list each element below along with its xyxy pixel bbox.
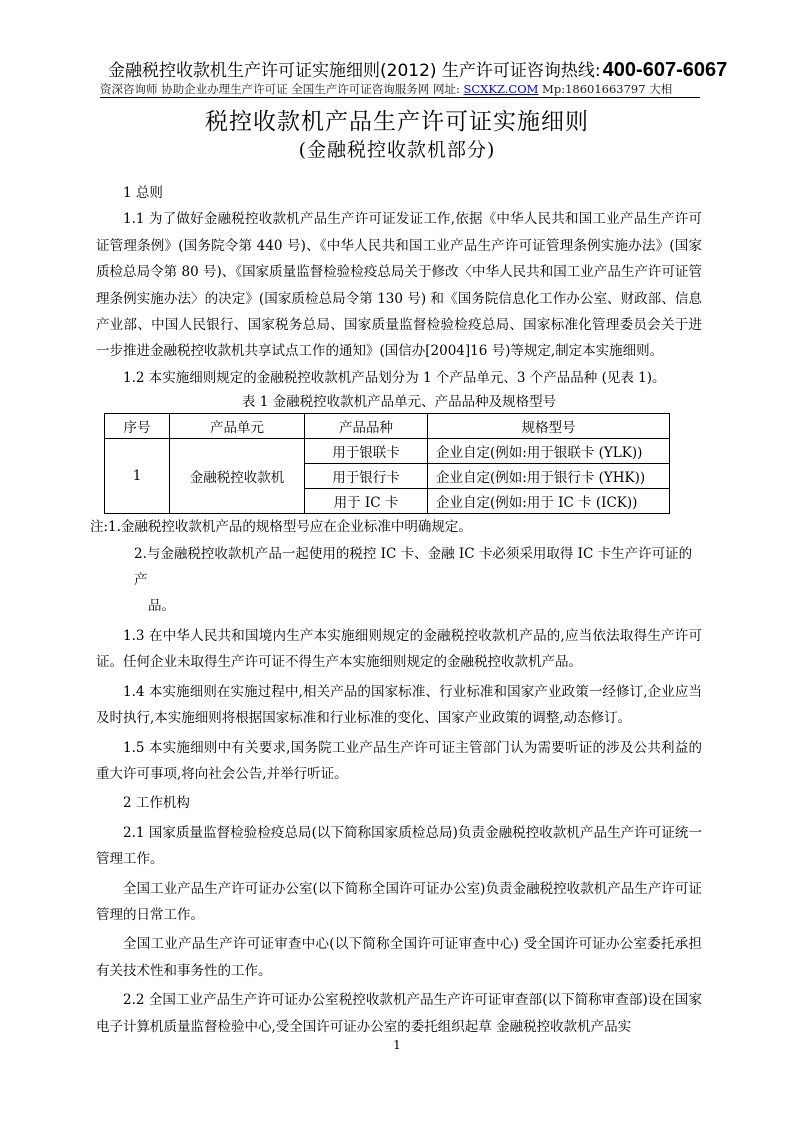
header-hotline-line	[108, 56, 728, 82]
cell-variety: 用于银行卡	[305, 464, 428, 489]
document-subtitle: (金融税控收款机部分)	[298, 139, 496, 161]
cell-model: 企业自定(例如:用于银联卡 (YLK))	[428, 439, 670, 464]
paragraph-1-3: 1.3 在中华人民共和国境内生产本实施细则规定的金融税控收款机产品的,应当依法取得生产许可证。任何企业未取得生产许可证不得生产本实施细则规定的金融税控收款机产品。	[96, 627, 702, 671]
cell-index: 1	[105, 439, 170, 514]
paragraph-1-1: 1.1 为了做好金融税控收款机产品生产许可证发证工作,依据《中华人民共和国工业产品生产许可证管理条例》(国务院令第 440 号)、《中华人民共和国工业产品生产许可证管理条例实施办法》(国家质检总局令第 80 号)、《国家质量监督检验检疫总局关于修改〈中华人民共和国工业产品生产许可证管理条例实施办法〉的决定》(国家质检总局令第 130 号) 和《国务院信息化工作办公室、财政部、信息产业部、中国人民银行、国家税务总局、国家质量监督检验检疫总局、国家标准化管理委员会关于进一步推进金融税控收款机共享试点工作的通知》(国信办[2004]16 号)等规定,制定本实施细则。	[96, 211, 702, 360]
table-note-2	[96, 541, 702, 620]
cell-variety: 用于 IC 卡	[305, 489, 428, 514]
cell-model: 企业自定(例如:用于银行卡 (YHK))	[428, 464, 670, 489]
column-header-unit: 产品单元	[170, 414, 305, 439]
paragraph-2-1c: 全国工业产品生产许可证审查中心(以下简称全国许可证审查中心) 受全国许可证办公室委托承担有关技术性和事务性的工作。	[96, 936, 702, 979]
header-title-text: 金融税控收款机生产许可证实施细则(2012) 生产许可证咨询热线:	[108, 61, 601, 81]
table-row	[105, 439, 670, 464]
section-2-heading: 2 工作机构	[123, 795, 190, 812]
table-note-2-cont: 品。	[148, 598, 175, 615]
document-body	[90, 180, 702, 1040]
column-header-index: 序号	[105, 414, 170, 439]
paragraph-2-1b: 全国工业产品生产许可证办公室(以下简称全国许可证办公室)负责金融税控收款机产品生产许可证管理的日常工作。	[96, 880, 702, 923]
paragraph-1-4: 1.4 本实施细则在实施过程中,相关产品的国家标准、行业标准和国家产业政策一经修订,企业应当及时执行,本实施细则将根据国家标准和行业标准的变化、国家产业政策的调整,动态修订。	[96, 683, 702, 727]
document-title: 税控收款机产品生产许可证实施细则	[205, 109, 589, 135]
cell-variety: 用于银联卡	[305, 439, 428, 464]
section-1-heading: 1 总则	[123, 185, 163, 201]
header-service-text: 资深咨询师 协助企业办理生产许可证 全国生产许可证咨询服务网 网址:	[100, 82, 464, 96]
paragraph-1-2: 1.2 本实施细则规定的金融税控收款机产品划分为 1 个产品单元、3 个产品品种 (见表 1)。	[123, 369, 666, 386]
website-link[interactable]: SCXKZ.COM	[463, 82, 539, 96]
header-service-line	[100, 81, 700, 97]
header-divider	[100, 97, 700, 98]
page-number: 1	[393, 1038, 401, 1052]
paragraph-2-1a: 2.1 国家质量监督检验检疫总局(以下简称国家质检总局)负责金融税控收款机产品生产许可证统一管理工作。	[96, 824, 702, 868]
table-caption: 表 1 金融税控收款机产品单元、产品品种及规格型号	[241, 394, 557, 411]
table-header-row	[105, 414, 670, 439]
product-spec-table	[104, 413, 670, 514]
cell-model: 企业自定(例如:用于 IC 卡 (ICK))	[428, 489, 670, 514]
hotline-number: 400-607-6067	[602, 59, 728, 81]
column-header-variety: 产品品种	[305, 414, 428, 439]
header-contact-text: Mp:18601663797 大相	[538, 82, 673, 96]
column-header-model: 规格型号	[428, 414, 670, 439]
paragraph-2-2: 2.2 全国工业产品生产许可证办公室税控收款机产品生产许可证审查部(以下简称审查部)设在国家电子计算机质量监督检验中心,受全国许可证办公室的委托组织起草 金融税控收款机产品实	[96, 992, 702, 1035]
table-note-2-text: 2.与金融税控收款机产品一起使用的税控 IC 卡、金融 IC 卡必须采用取得 IC 卡生产许可证的产	[134, 545, 693, 589]
paragraph-1-5: 1.5 本实施细则中有关要求,国务院工业产品生产许可证主管部门认为需要听证的涉及公共利益的重大许可事项,将向社会公告,并举行听证。	[96, 739, 702, 782]
table-note-1: 注:1.金融税控收款机产品的规格型号应在企业标准中明确规定。	[90, 519, 472, 536]
cell-unit: 金融税控收款机	[170, 439, 305, 514]
